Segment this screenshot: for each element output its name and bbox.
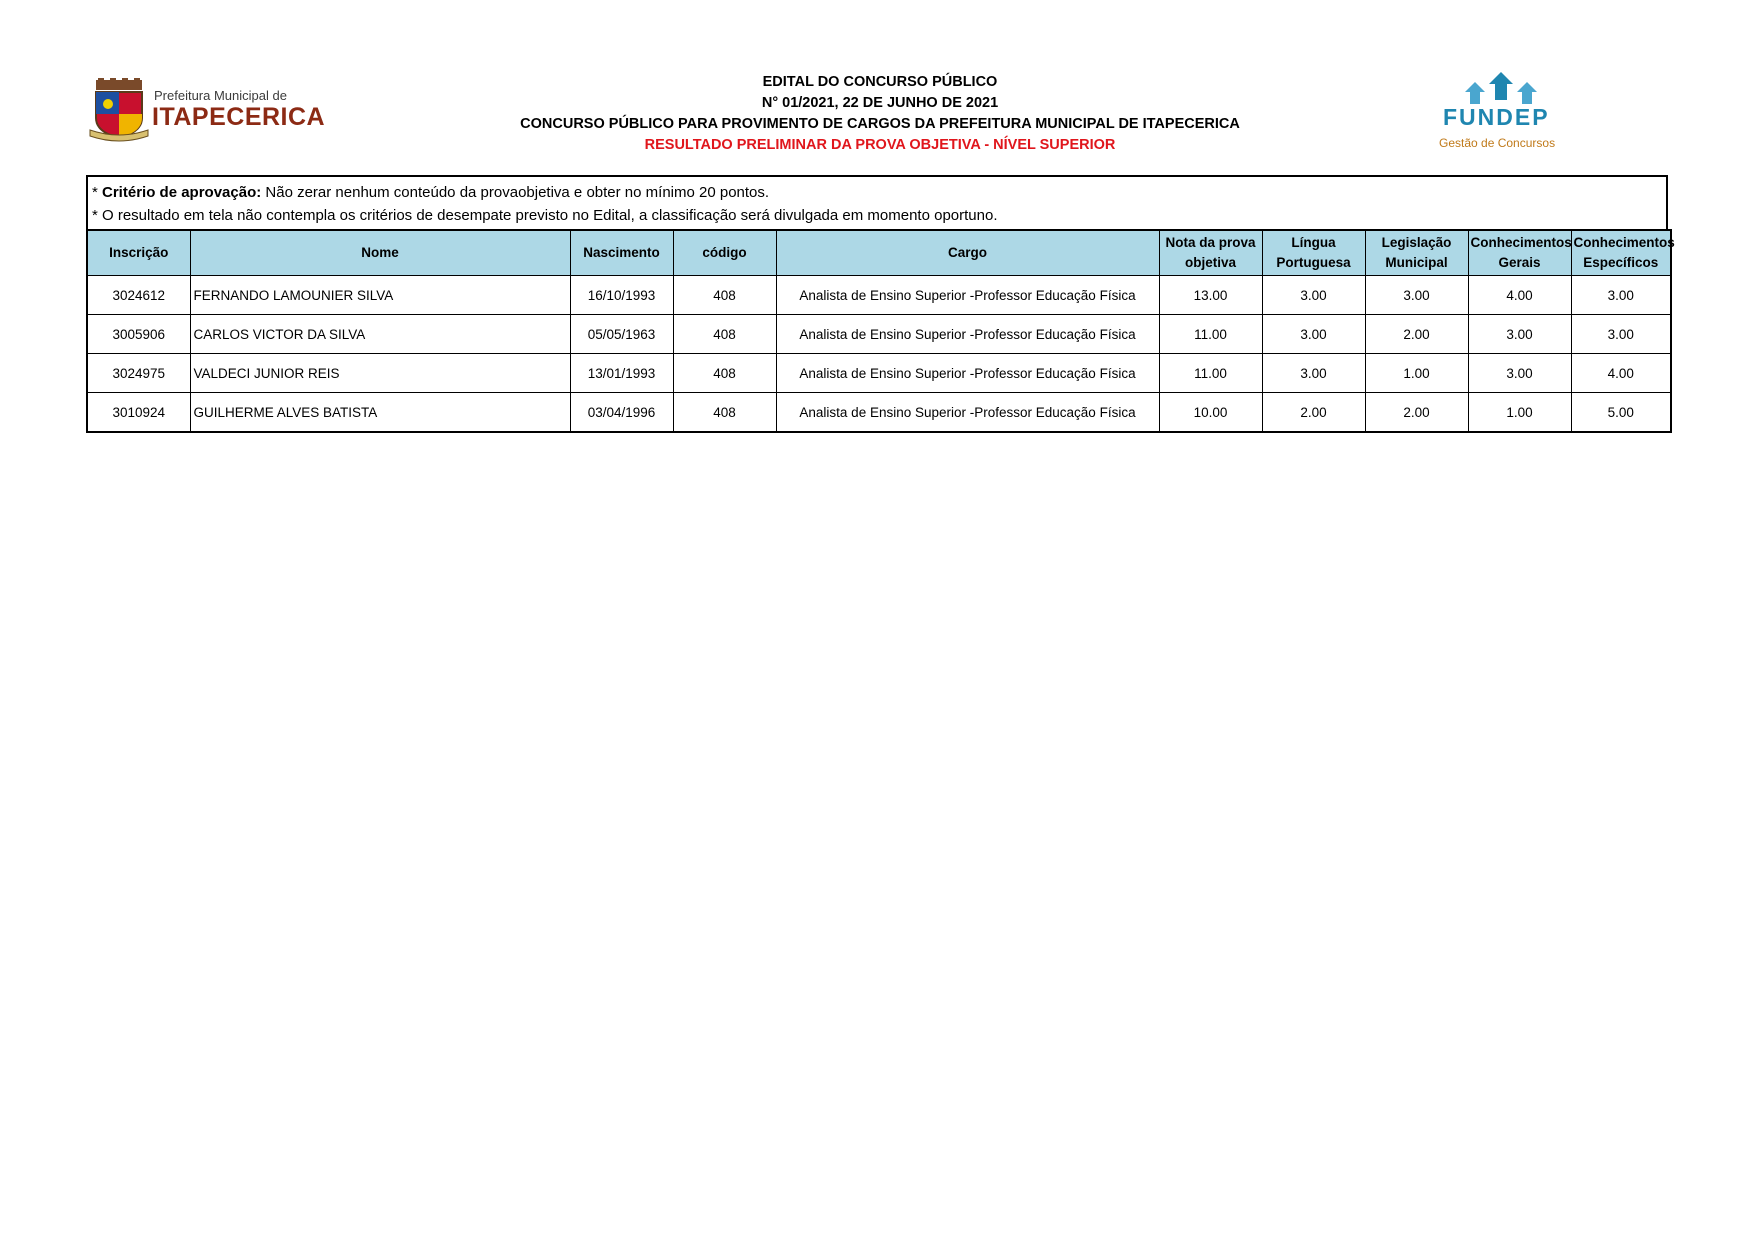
cell-nascimento: 13/01/1993 bbox=[570, 354, 673, 393]
cell-especificos: 3.00 bbox=[1571, 315, 1671, 354]
cell-codigo: 408 bbox=[673, 354, 776, 393]
cell-nascimento: 05/05/1963 bbox=[570, 315, 673, 354]
note-approval-label: Critério de aprovação: bbox=[102, 184, 262, 201]
cell-legislacao: 1.00 bbox=[1365, 354, 1468, 393]
results-sheet bbox=[86, 175, 1675, 433]
cell-nota: 11.00 bbox=[1159, 315, 1262, 354]
cell-nascimento: 03/04/1996 bbox=[570, 393, 673, 433]
cell-portugues: 3.00 bbox=[1262, 276, 1365, 315]
cell-codigo: 408 bbox=[673, 276, 776, 315]
cell-nota: 13.00 bbox=[1159, 276, 1262, 315]
cell-nome: FERNANDO LAMOUNIER SILVA bbox=[190, 276, 570, 315]
cell-gerais: 4.00 bbox=[1468, 276, 1571, 315]
cell-legislacao: 2.00 bbox=[1365, 315, 1468, 354]
col-header: Cargo bbox=[776, 230, 1159, 276]
col-header: código bbox=[673, 230, 776, 276]
logo-left-subtitle: Prefeitura Municipal de bbox=[154, 88, 287, 103]
col-header: Nota da prova objetiva bbox=[1159, 230, 1262, 276]
header-edital: EDITAL DO CONCURSO PÚBLICO bbox=[762, 74, 998, 90]
logo-left-title: ITAPECERICA bbox=[152, 103, 326, 131]
col-header: Conhecimentos Específicos bbox=[1571, 230, 1671, 276]
fundep-logo bbox=[1433, 70, 1569, 154]
cell-nota: 11.00 bbox=[1159, 354, 1262, 393]
cell-codigo: 408 bbox=[673, 393, 776, 433]
cell-nome: CARLOS VICTOR DA SILVA bbox=[190, 315, 570, 354]
header-result-title: RESULTADO PRELIMINAR DA PROVA OBJETIVA - NÍVEL SUPERIOR bbox=[644, 137, 1116, 153]
col-header: Nascimento bbox=[570, 230, 673, 276]
cell-cargo: Analista de Ensino Superior -Professor Educação Física bbox=[776, 315, 1159, 354]
table-row bbox=[87, 315, 1671, 354]
col-header: Nome bbox=[190, 230, 570, 276]
fundep-tagline: Gestão de Concursos bbox=[1439, 136, 1556, 150]
cell-gerais: 3.00 bbox=[1468, 315, 1571, 354]
header-number-date: N° 01/2021, 22 DE JUNHO DE 2021 bbox=[761, 95, 999, 111]
cell-gerais: 1.00 bbox=[1468, 393, 1571, 433]
note-tiebreak: * O resultado em tela não contempla os critérios de desempate previsto no Edital, a classificação será divulgada em momento oportuno. bbox=[92, 207, 998, 224]
cell-nota: 10.00 bbox=[1159, 393, 1262, 433]
cell-gerais: 3.00 bbox=[1468, 354, 1571, 393]
notes-box bbox=[86, 175, 1668, 229]
cell-cargo: Analista de Ensino Superior -Professor Educação Física bbox=[776, 276, 1159, 315]
cell-especificos: 3.00 bbox=[1571, 276, 1671, 315]
note-approval-criteria: * Critério de aprovação: Não zerar nenhum conteúdo da provaobjetiva e obter no mínimo 20 pontos. bbox=[92, 184, 770, 201]
col-header: Legislação Municipal bbox=[1365, 230, 1468, 276]
col-header: Língua Portuguesa bbox=[1262, 230, 1365, 276]
fundep-brand: FUNDEP bbox=[1443, 104, 1550, 130]
cell-legislacao: 2.00 bbox=[1365, 393, 1468, 433]
cell-cargo: Analista de Ensino Superior -Professor Educação Física bbox=[776, 354, 1159, 393]
col-header: Inscrição bbox=[87, 230, 190, 276]
cell-cargo: Analista de Ensino Superior -Professor Educação Física bbox=[776, 393, 1159, 433]
cell-especificos: 5.00 bbox=[1571, 393, 1671, 433]
col-header: Conhecimentos Gerais bbox=[1468, 230, 1571, 276]
fundep-arrows-icon bbox=[1461, 70, 1541, 106]
cell-inscricao: 3005906 bbox=[87, 315, 190, 354]
document-header bbox=[480, 72, 1280, 156]
cell-nascimento: 16/10/1993 bbox=[570, 276, 673, 315]
header-concurso: CONCURSO PÚBLICO PARA PROVIMENTO DE CARGOS DA PREFEITURA MUNICIPAL DE ITAPECERICA bbox=[520, 116, 1240, 132]
table-row bbox=[87, 393, 1671, 433]
itapecerica-logo bbox=[88, 78, 326, 144]
cell-inscricao: 3010924 bbox=[87, 393, 190, 433]
cell-portugues: 3.00 bbox=[1262, 354, 1365, 393]
cell-inscricao: 3024612 bbox=[87, 276, 190, 315]
results-table bbox=[86, 229, 1675, 433]
table-header-row bbox=[87, 230, 1671, 276]
cell-nome: GUILHERME ALVES BATISTA bbox=[190, 393, 570, 433]
table-row bbox=[87, 354, 1671, 393]
cell-legislacao: 3.00 bbox=[1365, 276, 1468, 315]
cell-portugues: 2.00 bbox=[1262, 393, 1365, 433]
coat-of-arms-icon bbox=[88, 78, 150, 144]
cell-inscricao: 3024975 bbox=[87, 354, 190, 393]
cell-portugues: 3.00 bbox=[1262, 315, 1365, 354]
table-row bbox=[87, 276, 1671, 315]
cell-codigo: 408 bbox=[673, 315, 776, 354]
cell-especificos: 4.00 bbox=[1571, 354, 1671, 393]
cell-nome: VALDECI JUNIOR REIS bbox=[190, 354, 570, 393]
